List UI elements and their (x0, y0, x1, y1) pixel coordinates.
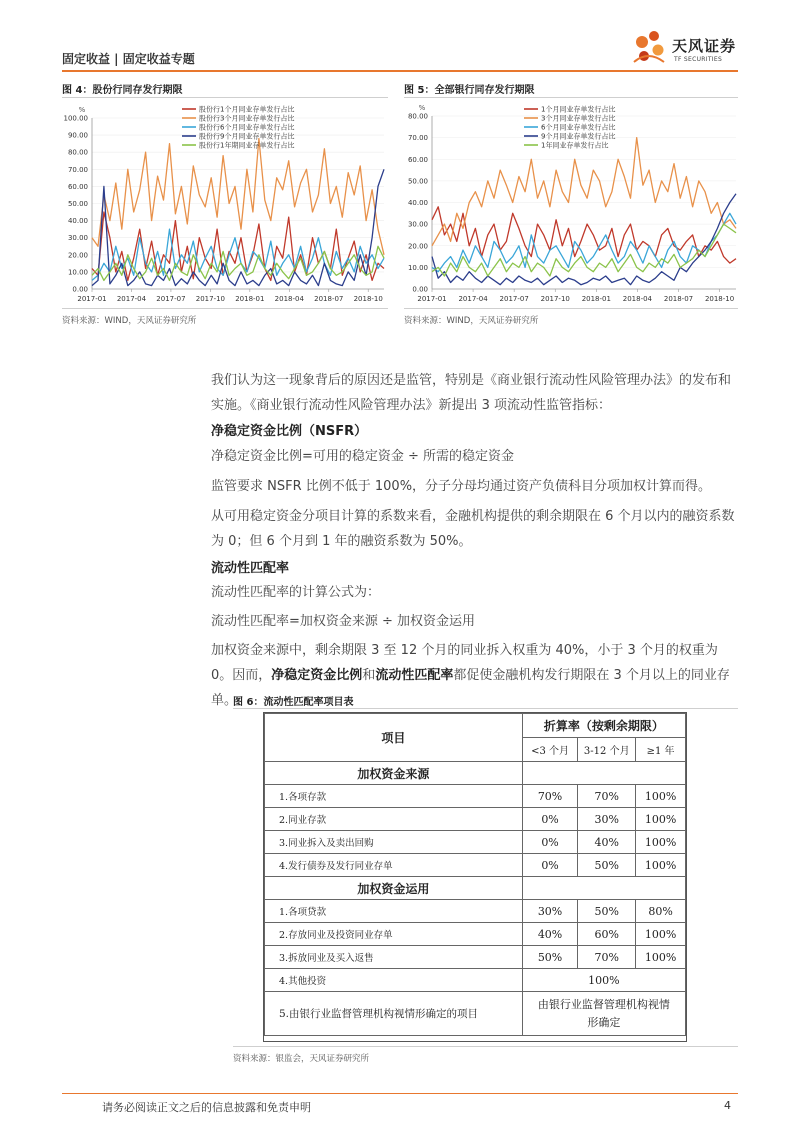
table-cell-rate: 60% (578, 923, 636, 946)
table-cell-rate: 50% (578, 900, 636, 923)
body-paragraph-1: 我们认为这一现象背后的原因还是监管，特别是《商业银行流动性风险管理办法》的发布和实施。《商业银行流动性风险管理办法》新提出 3 项流动性监管指标： (211, 373, 732, 413)
x-tick-label: 2018-04 (274, 295, 304, 303)
fig5-source: 资料来源：WIND，天风证券研究所 (404, 316, 539, 326)
nsfr-requirement: 监管要求 NSFR 比例不低于 100%，分子分母均通过资产负债科目分项加权计算而得。 (211, 479, 712, 494)
y-tick-label: 70.00 (67, 165, 88, 174)
heading-nsfr: 净稳定资金比例（NSFR） (211, 424, 368, 439)
legend-label: 1个月同业存单发行占比 (541, 105, 616, 114)
row-regulator-item: 5.由银行业监督管理机构视情形确定的项目 (265, 992, 523, 1036)
table-cell-rate: 100% (636, 854, 686, 877)
nsfr-coefficient: 从可用稳定资金分项目计算的系数来看，金融机构提供的剩余期限在 6 个月以内的融资系数为 0；但 6 个月到 1 年的融资系数为 50%。 (211, 509, 735, 549)
footer-disclaimer: 请务必阅读正文之后的信息披露和免责申明 (102, 1101, 311, 1114)
lmr-weight-text-a: 加权资金来源中，剩余期限 3 至 12 个月的同业拆入权重为 40%，小于 3 个月的权重为 0。因而， (211, 643, 718, 683)
lmr-and: 和 (362, 668, 376, 683)
fig4-source: 资料来源：WIND，天风证券研究所 (62, 316, 197, 326)
table-cell-item: 2.同业存款 (265, 808, 523, 831)
series-line-4 (92, 169, 384, 285)
y-tick-label: 60.00 (67, 182, 88, 191)
x-tick-label: 2018-04 (622, 295, 653, 303)
table-row (265, 854, 686, 877)
row-regulator-value: 由银行业监督管理机构视情形确定 (522, 992, 685, 1036)
y-tick-label: 30.00 (407, 220, 428, 229)
legend-label: 6个月同业存单发行占比 (541, 123, 616, 132)
sub-header-lt3m: <3 个月 (522, 738, 578, 762)
fig4-chart-svg (62, 100, 392, 305)
lmr-intro: 流动性匹配率的计算公式为： (211, 585, 381, 600)
table-cell-item: 1.各项存款 (265, 785, 523, 808)
header-section-label: 固定收益 | 固定收益专题 (62, 52, 195, 66)
y-tick-label: 40.00 (407, 199, 428, 207)
liquidity-matching-table (263, 712, 687, 1042)
table-row (265, 785, 686, 808)
y-tick-label: 90.00 (67, 131, 88, 140)
table-cell-rate: 100% (636, 808, 686, 831)
table-row (265, 946, 686, 969)
y-tick-label: 20.00 (407, 242, 428, 251)
lmr-weight-text-b: 都促使金融机构发行期限在 3 个月以上的同业存单。 (211, 668, 730, 708)
table-row (265, 900, 686, 923)
brand-name-en: TF SECURITIES (674, 56, 723, 63)
table-cell-rate: 80% (636, 900, 686, 923)
x-tick-label: 2017-04 (458, 295, 488, 303)
fig5-bottom-rule (404, 308, 738, 309)
table-cell-rate: 40% (522, 923, 578, 946)
table-cell-rate: 50% (522, 946, 578, 969)
x-tick-label: 2017-07 (156, 295, 186, 303)
legend-label: 股份行6个月同业存单发行占比 (199, 123, 295, 132)
footer-divider (62, 1093, 738, 1094)
x-tick-label: 2017-04 (116, 295, 147, 303)
table-cell-rate: 100% (636, 946, 686, 969)
page-number: 4 (724, 1099, 731, 1112)
fig6-title-rule (233, 708, 738, 709)
fig6-title: 图 6：流动性匹配率项目表 (233, 697, 354, 708)
lmr-bold-nsfr: 净稳定资金比例 (271, 668, 363, 683)
legend-label: 股份行9个月同业存单发行占比 (199, 132, 295, 141)
table-cell-rate: 30% (522, 900, 578, 923)
y-tick-label: 30.00 (67, 234, 88, 243)
y-tick-label: 50.00 (407, 177, 428, 186)
x-tick-label: 2017-01 (77, 295, 107, 303)
y-tick-label: 80.00 (67, 148, 88, 157)
sub-header-ge1y: ≥1 年 (636, 738, 686, 762)
table-cell-rate: 30% (578, 808, 636, 831)
fig4-chart (62, 100, 392, 305)
series-line-2 (432, 138, 736, 246)
legend-label: 股份行1年期同业存单发行占比 (199, 141, 295, 150)
x-tick-label: 2018-07 (663, 295, 694, 303)
x-tick-label: 2017-01 (417, 295, 447, 303)
section-weighted-source: 加权资金来源 (265, 762, 523, 785)
section-weighted-use: 加权资金运用 (265, 877, 523, 900)
table-cell-rate: 100% (636, 831, 686, 854)
fig5-chart-svg (404, 100, 740, 305)
row-other-item: 4.其他投资 (265, 969, 523, 992)
fig5-title: 图 5：全部银行同存发行期限 (404, 85, 535, 96)
x-tick-label: 2017-07 (499, 295, 529, 303)
table-cell-rate: 100% (636, 923, 686, 946)
legend-label: 9个月同业存单发行占比 (541, 132, 616, 141)
heading-lmr: 流动性匹配率 (211, 561, 290, 576)
y-tick-label: 70.00 (407, 134, 428, 143)
y-tick-label: 100.00 (63, 114, 88, 123)
table-row-other (265, 969, 686, 992)
y-tick-label: 10.00 (67, 268, 88, 277)
table-cell-rate: 100% (636, 785, 686, 808)
table-cell-rate: 70% (578, 946, 636, 969)
x-tick-label: 2018-10 (704, 295, 735, 303)
x-tick-label: 2017-10 (540, 295, 570, 303)
section-row-source (265, 762, 686, 785)
x-tick-label: 2018-10 (353, 295, 383, 303)
y-tick-label: 80.00 (407, 112, 428, 121)
y-tick-label: 0.00 (412, 285, 428, 294)
series-line-1 (432, 207, 736, 263)
y-tick-label: 40.00 (67, 217, 88, 226)
col-item-header: 项目 (265, 714, 523, 762)
lmr-bold-lmr: 流动性匹配率 (375, 668, 454, 683)
fig4-title: 图 4：股份行同存发行期限 (62, 85, 183, 96)
table-row (265, 831, 686, 854)
y-axis-unit: % (78, 106, 86, 114)
table-cell-item: 1.各项贷款 (265, 900, 523, 923)
lmr-formula: 流动性匹配率=加权资金来源 ÷ 加权资金运用 (211, 614, 476, 629)
table-cell-rate: 70% (522, 785, 578, 808)
table-cell-item: 3.拆放同业及买入返售 (265, 946, 523, 969)
fig4-bottom-rule (62, 308, 388, 309)
x-tick-label: 2017-10 (195, 295, 226, 303)
table-cell-rate: 0% (522, 831, 578, 854)
series-line-1 (92, 212, 384, 280)
y-axis-unit: % (418, 104, 426, 112)
table-cell-rate: 70% (578, 785, 636, 808)
table-cell-rate: 40% (578, 831, 636, 854)
fig5-title-rule (404, 97, 738, 98)
y-tick-label: 60.00 (407, 155, 428, 164)
legend-label: 3个月同业存单发行占比 (541, 114, 616, 123)
header-divider (62, 70, 738, 72)
table-header-row (265, 714, 686, 738)
table-cell-rate: 0% (522, 854, 578, 877)
legend-label: 股份行1个月同业存单发行占比 (199, 105, 295, 114)
table-row (265, 808, 686, 831)
table-cell-item: 3.同业拆入及卖出回购 (265, 831, 523, 854)
x-tick-label: 2018-07 (314, 295, 344, 303)
sub-header-3-12m: 3-12 个月 (578, 738, 636, 762)
table-row (265, 923, 686, 946)
y-tick-label: 0.00 (72, 285, 88, 294)
table-cell-rate: 0% (522, 808, 578, 831)
brand-name-cn: 天风证券 (672, 37, 737, 55)
series-line-2 (92, 139, 384, 255)
y-tick-label: 50.00 (67, 200, 88, 208)
legend-label: 股份行3个月同业存单发行占比 (199, 114, 295, 123)
y-tick-label: 20.00 (67, 251, 88, 260)
table-row-regulator (265, 992, 686, 1036)
fig4-title-rule (62, 97, 388, 98)
section-row-use (265, 877, 686, 900)
col-rate-header: 折算率（按剩余期限） (522, 714, 685, 738)
table-cell-rate: 50% (578, 854, 636, 877)
row-other-value: 100% (522, 969, 685, 992)
fig6-bottom-rule (233, 1046, 738, 1047)
x-tick-label: 2018-01 (235, 295, 265, 303)
x-tick-label: 2018-01 (581, 295, 611, 303)
table-cell-item: 2.存放同业及投资同业存单 (265, 923, 523, 946)
legend-label: 1年同业存单发行占比 (541, 141, 609, 150)
y-tick-label: 10.00 (407, 263, 428, 272)
liquidity-table (264, 713, 686, 1036)
fig6-source: 资料来源：银监会，天风证券研究所 (233, 1054, 370, 1064)
table-cell-item: 4.发行债券及发行同业存单 (265, 854, 523, 877)
nsfr-formula: 净稳定资金比例=可用的稳定资金 ÷ 所需的稳定资金 (211, 449, 515, 464)
fig5-chart (404, 100, 740, 305)
